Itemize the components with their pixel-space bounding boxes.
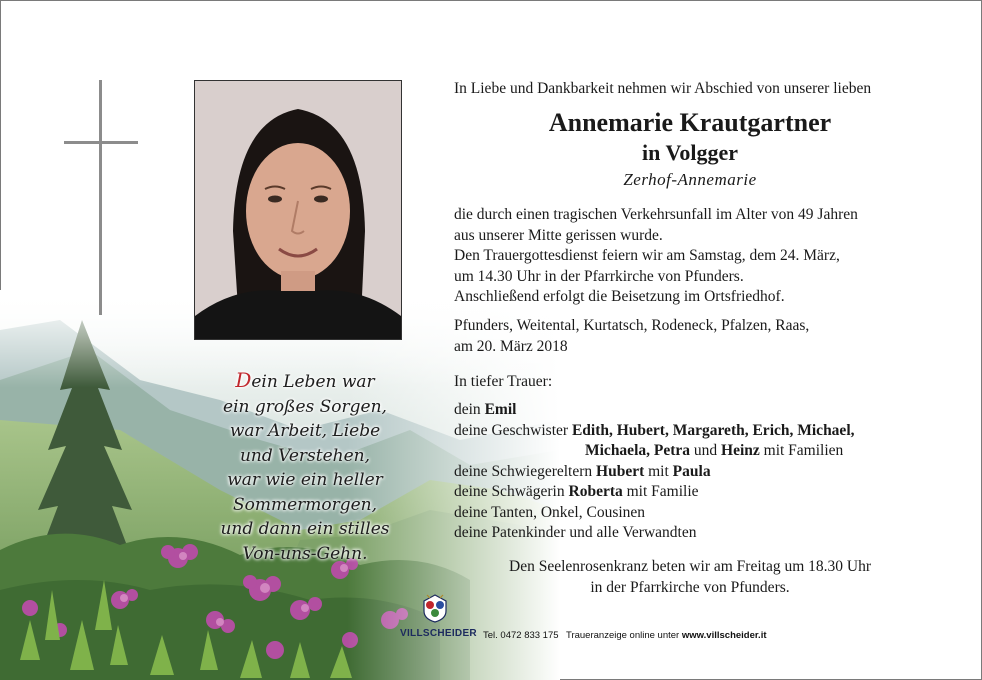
body-line: die durch einen tragischen Verkehrsunfall im Alter von 49 Jahren [454,206,858,223]
poem-line: und Verstehen, [239,445,371,466]
family-names: Paula [672,462,711,480]
poem-line: ein großes Sorgen, [223,396,387,417]
date-line: am 20. März 2018 [454,337,568,355]
family-names: Roberta [568,483,623,500]
mourning-heading: In tiefer Trauer: [454,373,553,390]
family-line [454,482,855,503]
poem-line: war wie ein heller [227,470,383,490]
poem-line: Von-uns-Gehn. [242,543,368,564]
portrait-photo [194,80,402,340]
family-names: Heinz [721,442,760,459]
family-relation: deine Geschwister [454,421,572,439]
family-names: Michaela, Petra [585,442,691,459]
intro-text: In Liebe und Dankbarkeit nehmen wir Abschied von unserer lieben [454,80,872,97]
family-relation: deine Schwägerin [454,483,569,500]
nickname: Zerhof-Annemarie [623,170,757,189]
family-line [454,462,855,483]
rosary-line: Den Seelenrosenkranz beten wir am Freitag um 18.30 Uhr [509,558,871,575]
body-line: Den Trauergottesdienst feiern wir am Samstag, dem 24. März, [454,247,840,264]
family-line [454,421,855,442]
logo-text: VILLSCHEIDER [400,628,477,639]
rosary-notice [440,556,940,598]
family-line: deine Tanten, Onkel, Cousinen [454,503,646,521]
family-suffix: mit Familie [622,483,699,500]
online-notice [566,630,767,641]
family-names: Hubert [596,462,645,480]
poem-line: und dann ein stilles [220,519,390,539]
logo-emblem-icon [418,593,452,623]
body-line: Anschließend erfolgt die Beisetzung im Ortsfriedhof. [454,288,785,305]
poem-first-line: ein Leben war [251,372,375,392]
family-names: Emil [484,401,517,418]
family-line [454,400,855,421]
family-connector: und [690,442,722,459]
family-suffix: mit Familien [759,442,844,459]
family-connector: mit [644,462,673,480]
announcement-body [454,205,858,308]
family-names: Edith, Hubert, Margareth, Erich, Michael, [571,421,855,439]
website-link[interactable]: www.villscheider.it [681,630,767,641]
phone-number: Tel. 0472 833 175 [483,630,559,641]
online-notice-text: Traueranzeige online unter [566,630,682,641]
family-relation: dein [454,401,485,418]
places-date [454,316,809,357]
poem-line: Sommermorgen, [232,494,378,515]
family-list [454,400,855,544]
cross-icon [99,80,102,315]
maiden-name: in Volgger [642,140,738,165]
rosary-line: in der Pfarrkirche von Pfunders. [590,579,790,596]
villscheider-logo [400,593,477,639]
poem-line [205,368,405,395]
poem [205,368,405,566]
deceased-name: Annemarie Krautgartner [548,108,832,137]
poem-initial: D [235,368,252,392]
cross-icon-bar [64,141,138,144]
body-line: aus unserer Mitte gerissen wurde. [454,226,663,244]
family-relation: deine Schwiegereltern [454,462,597,480]
poem-line: war Arbeit, Liebe [229,421,381,441]
body-line: um 14.30 Uhr in der Pfarrkirche von Pfunders. [454,267,744,285]
family-line: deine Patenkinder und alle Verwandten [454,524,697,541]
places-line: Pfunders, Weitental, Kurtatsch, Rodeneck, Pfalzen, Raas, [454,317,810,334]
family-line [454,441,855,462]
